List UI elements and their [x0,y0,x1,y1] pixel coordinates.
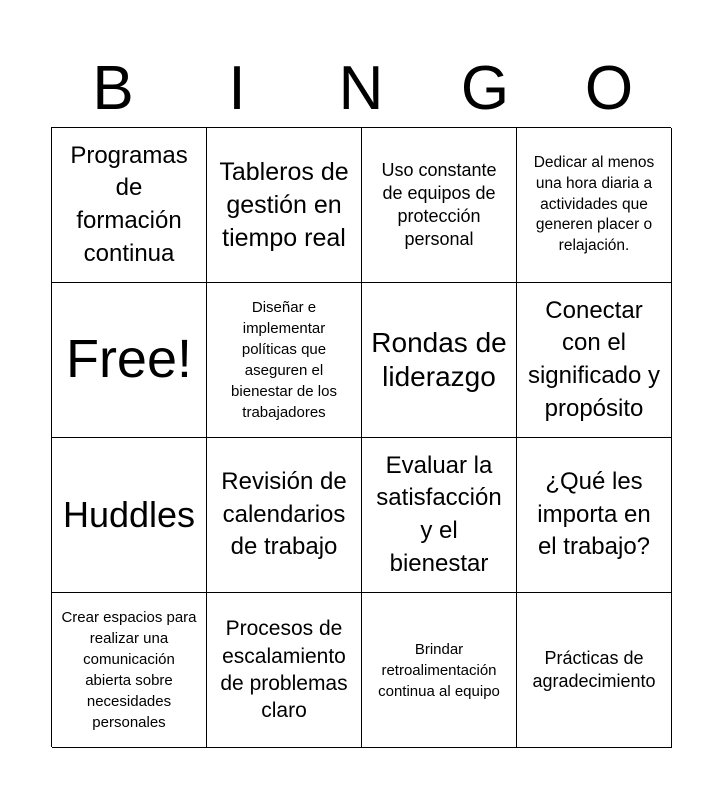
bingo-cell-r3c4[interactable] [517,438,672,593]
header-letter-g: G [460,54,510,123]
cell-text: Dedicar al menos una hora diaria a actividades que generen placer o relajación. [533,153,655,255]
bingo-board [51,127,671,747]
bingo-cell-free[interactable] [52,283,207,438]
cell-text: Programas de formación continua [70,141,188,267]
bingo-cell-r4c1[interactable] [52,593,207,748]
cell-text: Procesos de escalamiento de problemas claro [220,617,348,723]
bingo-cell-r2c4[interactable] [517,283,672,438]
cell-text: Conectar con el significado y propósito [527,296,661,422]
cell-text: Huddles [62,494,196,536]
cell-text: Diseñar e implementar políticas que aseguren el bienestar de los trabajadores [231,299,337,421]
bingo-cell-r1c2[interactable] [207,128,362,283]
cell-text: Rondas de liderazgo [371,326,507,392]
bingo-header [51,50,671,128]
header-letter-o: O [584,54,634,123]
bingo-cell-r2c2[interactable] [207,283,362,438]
bingo-cell-r2c3[interactable] [362,283,517,438]
bingo-cell-r1c3[interactable] [362,128,517,283]
cell-text: Brindar retroalimentación continua al equipo [378,640,500,700]
bingo-cell-r3c2[interactable] [207,438,362,593]
cell-text: Revisión de calendarios de trabajo [221,468,347,561]
bingo-cell-r1c1[interactable] [52,128,207,283]
cell-text: Crear espacios para realizar una comunicación abierta sobre necesidades personales [61,609,197,731]
header-letter-i: I [228,54,246,123]
bingo-cell-r3c3[interactable] [362,438,517,593]
header-letter-b: B [92,54,134,123]
cell-text: Evaluar la satisfacción y el bienestar [376,451,502,577]
bingo-cell-r4c3[interactable] [362,593,517,748]
bingo-cell-r4c4[interactable] [517,593,672,748]
bingo-cell-r4c2[interactable] [207,593,362,748]
header-letter-n: N [338,54,384,123]
cell-text: Uso constante de equipos de protección personal [381,159,497,250]
cell-text: ¿Qué les importa en el trabajo? [537,468,651,561]
cell-text: Prácticas de agradecimiento [532,647,656,691]
cell-text: Tableros de gestión en tiempo real [219,157,349,252]
bingo-cell-r1c4[interactable] [517,128,672,283]
free-space-text: Free! [65,329,193,390]
bingo-cell-r3c1[interactable] [52,438,207,593]
